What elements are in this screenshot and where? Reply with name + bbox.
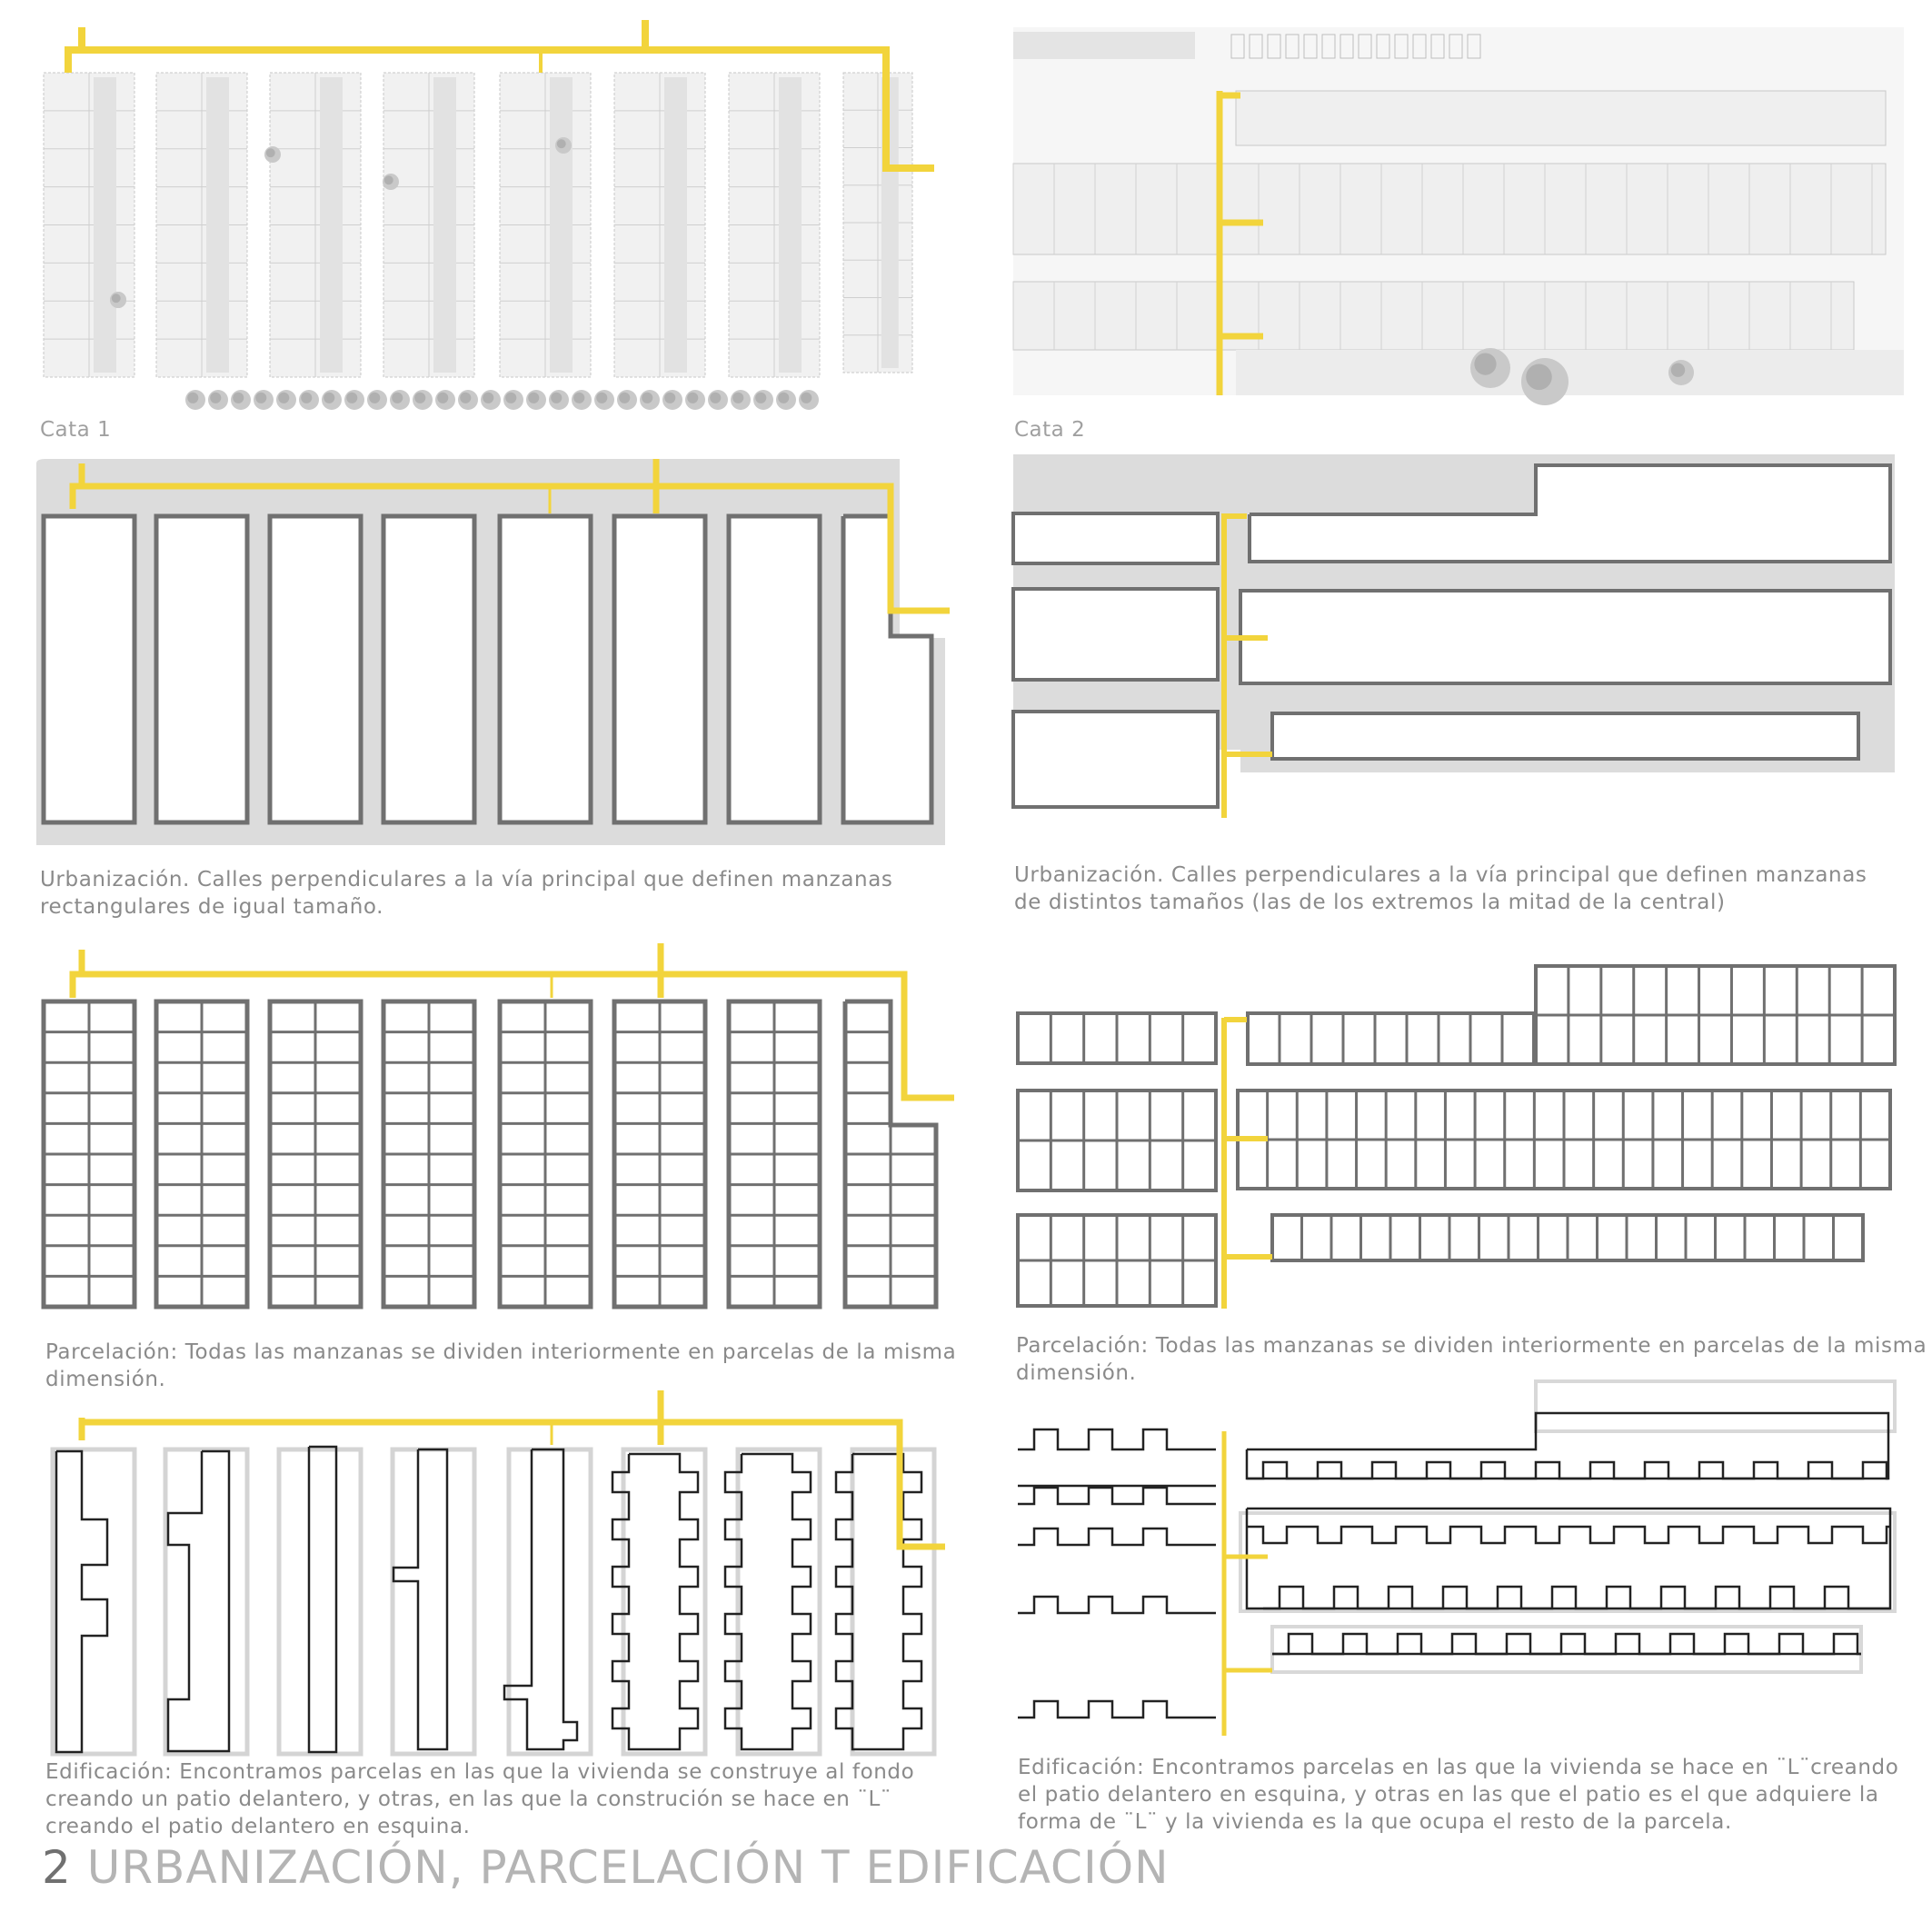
building-row: [1018, 1701, 1216, 1718]
building-row: [1018, 1597, 1216, 1613]
title-number: 2: [42, 1841, 72, 1894]
cata1-label: Cata 1: [40, 418, 112, 442]
building-row: [1263, 1587, 1890, 1608]
building-row: [1018, 1488, 1216, 1504]
cata2-edificacion-caption: Edificación: Encontramos parcelas en las que la vivienda se hace en ¨L¨creando el patio delantero en esquina, y otras en las que el patio es el que adquiere la forma de ¨L¨ y la vivienda es la que ocupa el resto de la parcela.: [1018, 1756, 1899, 1834]
cata2-label: Cata 2: [1014, 418, 1086, 442]
building-outline: [1247, 1413, 1888, 1479]
page-title: [42, 1841, 1169, 1894]
cata2-urbanizacion-caption: Urbanización. Calles perpendiculares a la vía principal que definen manzanas de distintos tamaños (las de los extremos la mitad de la central): [1014, 863, 1867, 914]
cata1-urbanizacion-caption: Urbanización. Calles perpendiculares a la vía principal que definen manzanas rectangulares de igual tamaño.: [40, 868, 893, 919]
parcel-outline: [1536, 1381, 1895, 1431]
building-row: [1272, 1634, 1861, 1654]
cata1-edificacion-caption: Edificación: Encontramos parcelas en las que la vivienda se construye al fondo creando un patio delantero, y otras, en las que la construción se hace en ¨L¨ creando el patio delantero en esquina.: [45, 1760, 915, 1838]
cata2-parcelacion-caption: Parcelación: Todas las manzanas se dividen interiormente en parcelas de la misma dimensión.: [1016, 1334, 1927, 1385]
building-row: [1247, 1462, 1888, 1479]
title-text: URBANIZACIÓN, PARCELACIÓN T EDIFICACIÓN: [86, 1841, 1170, 1894]
building-row: [1018, 1429, 1216, 1449]
cata1-parcelacion-caption: Parcelación: Todas las manzanas se dividen interiormente en parcelas de la misma dimensión.: [45, 1340, 957, 1391]
building-row: [1018, 1529, 1216, 1545]
building-row: [1247, 1527, 1890, 1543]
